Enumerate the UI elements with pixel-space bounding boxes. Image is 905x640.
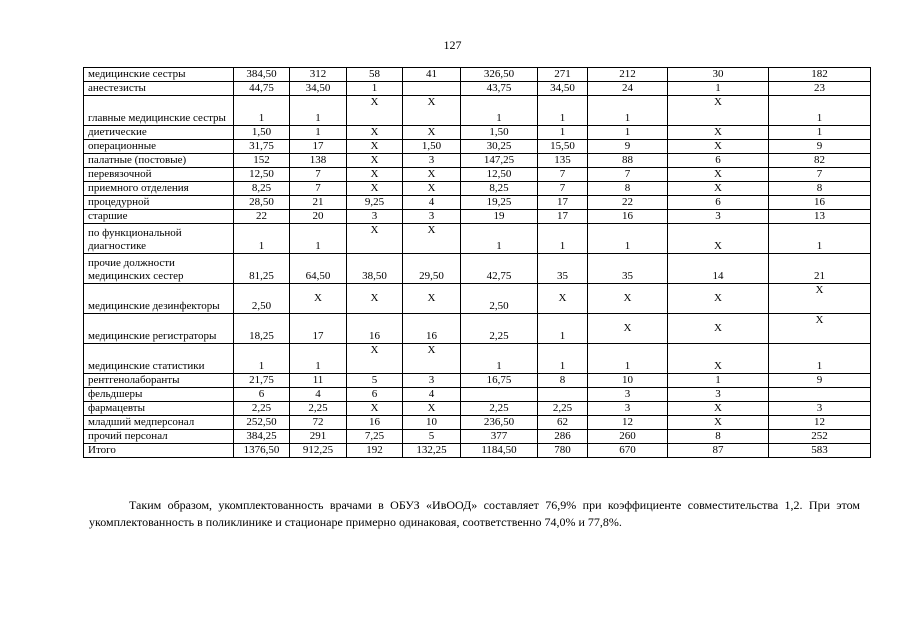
row-label: прочий персонал xyxy=(84,430,234,444)
table-cell: 912,25 xyxy=(290,444,347,458)
row-label: медицинские статистики xyxy=(84,344,234,374)
table-cell: 22 xyxy=(588,196,668,210)
table-cell: 138 xyxy=(290,154,347,168)
table-cell: X xyxy=(668,344,769,374)
table-cell: 5 xyxy=(403,430,461,444)
table-cell: 2,25 xyxy=(538,402,588,416)
table-cell: 29,50 xyxy=(403,254,461,284)
table-cell: X xyxy=(769,284,871,314)
table-cell: 12 xyxy=(769,416,871,430)
table-cell: X xyxy=(403,402,461,416)
table-cell: 16,75 xyxy=(461,374,538,388)
table-cell: 9 xyxy=(769,374,871,388)
table-cell: 1 xyxy=(234,344,290,374)
table-cell: X xyxy=(668,314,769,344)
table-cell: 271 xyxy=(538,68,588,82)
table-cell: 10 xyxy=(588,374,668,388)
table-cell: 7,25 xyxy=(347,430,403,444)
table-cell: 135 xyxy=(538,154,588,168)
row-label: младший медперсонал xyxy=(84,416,234,430)
table-cell: 377 xyxy=(461,430,538,444)
table-cell: 1 xyxy=(234,96,290,126)
table-cell: 1 xyxy=(538,126,588,140)
table-cell: 3 xyxy=(668,388,769,402)
table-cell: X xyxy=(668,126,769,140)
table-cell: 1 xyxy=(461,344,538,374)
table-row xyxy=(84,388,871,402)
table-cell: X xyxy=(668,224,769,254)
table-row xyxy=(84,374,871,388)
table-cell: X xyxy=(347,168,403,182)
row-label: Итого xyxy=(84,444,234,458)
table-cell: X xyxy=(538,284,588,314)
table-row xyxy=(84,210,871,224)
table-cell: 35 xyxy=(588,254,668,284)
table-row xyxy=(84,402,871,416)
row-label: медицинские сестры xyxy=(84,68,234,82)
table-cell: 17 xyxy=(538,210,588,224)
table-cell: 8 xyxy=(538,374,588,388)
table-cell: X xyxy=(668,182,769,196)
table-cell: X xyxy=(403,168,461,182)
table-cell: 13 xyxy=(769,210,871,224)
table-cell xyxy=(403,82,461,96)
table-cell: 182 xyxy=(769,68,871,82)
table-cell: 1,50 xyxy=(461,126,538,140)
table-cell: 132,25 xyxy=(403,444,461,458)
table-cell: X xyxy=(403,224,461,254)
table-cell: X xyxy=(347,402,403,416)
table-cell: 236,50 xyxy=(461,416,538,430)
table-cell: 82 xyxy=(769,154,871,168)
table-cell: 2,25 xyxy=(234,402,290,416)
row-label: медицинские дезинфекторы xyxy=(84,284,234,314)
row-label: фельдшеры xyxy=(84,388,234,402)
conclusion-paragraph: Таким образом, укомплектованность врачами в ОБУЗ «ИвООД» составляет 76,9% при коэффициенте совместительства 1,2. При этом укомплектованность в поликлинике и стационаре примерно одинаковая, соответственно 74,0% и 77,8%. xyxy=(89,498,860,529)
table-cell: 291 xyxy=(290,430,347,444)
row-label: приемного отделения xyxy=(84,182,234,196)
row-label: прочие должности медицинских сестер xyxy=(84,254,234,284)
table-cell: 12,50 xyxy=(461,168,538,182)
table-body xyxy=(84,68,871,458)
table-cell: 2,25 xyxy=(290,402,347,416)
table-cell: 7 xyxy=(290,168,347,182)
table-row xyxy=(84,416,871,430)
table-cell: 312 xyxy=(290,68,347,82)
table-cell: 17 xyxy=(290,140,347,154)
table-cell: 1 xyxy=(588,344,668,374)
table-cell: X xyxy=(403,96,461,126)
page-number: 127 xyxy=(443,38,462,52)
table-cell: X xyxy=(769,314,871,344)
table-cell: 1 xyxy=(234,224,290,254)
table-row xyxy=(84,154,871,168)
table-cell: 3 xyxy=(403,374,461,388)
table-cell: 2,50 xyxy=(461,284,538,314)
table-cell: 4 xyxy=(403,388,461,402)
row-label: старшие xyxy=(84,210,234,224)
table-cell: X xyxy=(668,284,769,314)
table-cell: 7 xyxy=(538,182,588,196)
table-cell: 1 xyxy=(290,344,347,374)
table-cell: 30,25 xyxy=(461,140,538,154)
row-label: фармацевты xyxy=(84,402,234,416)
table-cell: X xyxy=(403,284,461,314)
table-cell: 62 xyxy=(538,416,588,430)
table-cell: 1 xyxy=(588,96,668,126)
table-cell: X xyxy=(347,182,403,196)
table-cell: 1 xyxy=(461,224,538,254)
table-cell: 3 xyxy=(668,210,769,224)
table-cell: 7 xyxy=(538,168,588,182)
table-cell: 3 xyxy=(403,210,461,224)
table-cell: 16 xyxy=(403,314,461,344)
row-label: процедурной xyxy=(84,196,234,210)
table-cell: 42,75 xyxy=(461,254,538,284)
table-cell: 21 xyxy=(769,254,871,284)
table-row xyxy=(84,82,871,96)
table-cell: X xyxy=(347,126,403,140)
table-cell: 1 xyxy=(588,126,668,140)
table-cell: 15,50 xyxy=(538,140,588,154)
table-cell: 34,50 xyxy=(290,82,347,96)
table-row xyxy=(84,224,871,254)
row-label: медицинские регистраторы xyxy=(84,314,234,344)
row-label: палатные (постовые) xyxy=(84,154,234,168)
table-cell: X xyxy=(668,140,769,154)
table-cell: 1 xyxy=(668,82,769,96)
row-label: рентгенолаборанты xyxy=(84,374,234,388)
table-cell: 17 xyxy=(290,314,347,344)
table-cell: 384,50 xyxy=(234,68,290,82)
table-cell: 2,25 xyxy=(461,314,538,344)
table-row xyxy=(84,254,871,284)
table-cell: 6 xyxy=(668,154,769,168)
table-row xyxy=(84,444,871,458)
row-label: главные медицинские сестры xyxy=(84,96,234,126)
table-cell: 1,50 xyxy=(234,126,290,140)
table-cell: 192 xyxy=(347,444,403,458)
table-cell: 21,75 xyxy=(234,374,290,388)
table-cell: 1376,50 xyxy=(234,444,290,458)
table-cell: 16 xyxy=(347,314,403,344)
table-cell: 12,50 xyxy=(234,168,290,182)
table-cell: 252,50 xyxy=(234,416,290,430)
table-cell: 3 xyxy=(347,210,403,224)
table-cell: X xyxy=(403,182,461,196)
table-cell: 19,25 xyxy=(461,196,538,210)
table-cell: 3 xyxy=(588,402,668,416)
table-cell: 583 xyxy=(769,444,871,458)
table-cell: 16 xyxy=(347,416,403,430)
table-cell: 21 xyxy=(290,196,347,210)
table-cell: 670 xyxy=(588,444,668,458)
table-cell xyxy=(769,388,871,402)
table-cell: 5 xyxy=(347,374,403,388)
table-cell: 9 xyxy=(769,140,871,154)
table-cell: 4 xyxy=(403,196,461,210)
table-cell: 38,50 xyxy=(347,254,403,284)
table-cell: 87 xyxy=(668,444,769,458)
table-row xyxy=(84,140,871,154)
table-cell: 30 xyxy=(668,68,769,82)
table-cell: 41 xyxy=(403,68,461,82)
table-cell: 1 xyxy=(668,374,769,388)
table-cell: 1 xyxy=(769,96,871,126)
table-cell: X xyxy=(347,154,403,168)
row-label: перевязочной xyxy=(84,168,234,182)
table-row xyxy=(84,196,871,210)
table-cell: 72 xyxy=(290,416,347,430)
table-cell: 212 xyxy=(588,68,668,82)
row-label: по функциональной диагностике xyxy=(84,224,234,254)
table-cell: 1 xyxy=(461,96,538,126)
table-cell: X xyxy=(290,284,347,314)
table-cell: 4 xyxy=(290,388,347,402)
table-row xyxy=(84,314,871,344)
table-cell: 6 xyxy=(668,196,769,210)
row-label: операционные xyxy=(84,140,234,154)
table-cell: 1 xyxy=(769,224,871,254)
table-cell: 1 xyxy=(588,224,668,254)
table-cell: 1 xyxy=(538,224,588,254)
table-row xyxy=(84,284,871,314)
row-label: диетические xyxy=(84,126,234,140)
table-cell: 19 xyxy=(461,210,538,224)
table-cell: 8,25 xyxy=(234,182,290,196)
table-cell: 35 xyxy=(538,254,588,284)
row-label: анестезисты xyxy=(84,82,234,96)
table-cell: X xyxy=(347,344,403,374)
table-cell: 1 xyxy=(538,344,588,374)
table-cell: 14 xyxy=(668,254,769,284)
table-cell: X xyxy=(347,140,403,154)
table-cell: 22 xyxy=(234,210,290,224)
table-row xyxy=(84,168,871,182)
table-cell: 384,25 xyxy=(234,430,290,444)
table-cell: 16 xyxy=(769,196,871,210)
table-cell: 23 xyxy=(769,82,871,96)
table-cell: X xyxy=(403,126,461,140)
table-cell: 64,50 xyxy=(290,254,347,284)
table-cell: X xyxy=(347,96,403,126)
table-cell: 260 xyxy=(588,430,668,444)
table-cell: 8,25 xyxy=(461,182,538,196)
table-cell: 1 xyxy=(290,126,347,140)
table-cell: 1 xyxy=(769,126,871,140)
table-cell: 88 xyxy=(588,154,668,168)
table-cell: 1184,50 xyxy=(461,444,538,458)
table-cell: 147,25 xyxy=(461,154,538,168)
table-cell: 1 xyxy=(347,82,403,96)
table-cell: 44,75 xyxy=(234,82,290,96)
table-cell: 1 xyxy=(538,314,588,344)
table-cell: 6 xyxy=(347,388,403,402)
table-cell: 2,50 xyxy=(234,284,290,314)
table-cell: 17 xyxy=(538,196,588,210)
staffing-table xyxy=(83,67,871,458)
table-cell: X xyxy=(347,284,403,314)
table-cell: 1,50 xyxy=(403,140,461,154)
table-cell: 3 xyxy=(769,402,871,416)
table-cell: 9 xyxy=(588,140,668,154)
table-cell: 43,75 xyxy=(461,82,538,96)
table-cell: 286 xyxy=(538,430,588,444)
table-cell: 8 xyxy=(668,430,769,444)
table-cell: 3 xyxy=(403,154,461,168)
table-cell: 1 xyxy=(290,224,347,254)
table-cell: 8 xyxy=(588,182,668,196)
table-cell: 8 xyxy=(769,182,871,196)
table-cell: 12 xyxy=(588,416,668,430)
table-cell: X xyxy=(668,168,769,182)
table-cell xyxy=(461,388,538,402)
table-cell: 3 xyxy=(588,388,668,402)
table-row xyxy=(84,68,871,82)
table-cell: 81,25 xyxy=(234,254,290,284)
table-row xyxy=(84,430,871,444)
table-cell: 7 xyxy=(588,168,668,182)
table-cell: 18,25 xyxy=(234,314,290,344)
table-cell: 31,75 xyxy=(234,140,290,154)
table-row xyxy=(84,344,871,374)
table-cell: X xyxy=(588,284,668,314)
table-cell: 58 xyxy=(347,68,403,82)
table-cell xyxy=(538,388,588,402)
table-cell: X xyxy=(588,314,668,344)
table-cell: X xyxy=(403,344,461,374)
table-cell: 11 xyxy=(290,374,347,388)
table-cell: 20 xyxy=(290,210,347,224)
table-cell: X xyxy=(668,416,769,430)
table-cell: 24 xyxy=(588,82,668,96)
table-row xyxy=(84,182,871,196)
table-cell: 16 xyxy=(588,210,668,224)
table-cell: 10 xyxy=(403,416,461,430)
table-cell: 34,50 xyxy=(538,82,588,96)
table-cell: 1 xyxy=(290,96,347,126)
table-cell: X xyxy=(347,224,403,254)
table-cell: 326,50 xyxy=(461,68,538,82)
table-cell: 780 xyxy=(538,444,588,458)
table-cell: X xyxy=(668,402,769,416)
table-cell: 7 xyxy=(290,182,347,196)
table-cell: 7 xyxy=(769,168,871,182)
table-cell: 9,25 xyxy=(347,196,403,210)
table-cell: 2,25 xyxy=(461,402,538,416)
table-cell: X xyxy=(668,96,769,126)
table-cell: 6 xyxy=(234,388,290,402)
table-cell: 252 xyxy=(769,430,871,444)
table-cell: 28,50 xyxy=(234,196,290,210)
table-cell: 152 xyxy=(234,154,290,168)
table-cell: 1 xyxy=(769,344,871,374)
table-cell: 1 xyxy=(538,96,588,126)
table-row xyxy=(84,96,871,126)
table-row xyxy=(84,126,871,140)
